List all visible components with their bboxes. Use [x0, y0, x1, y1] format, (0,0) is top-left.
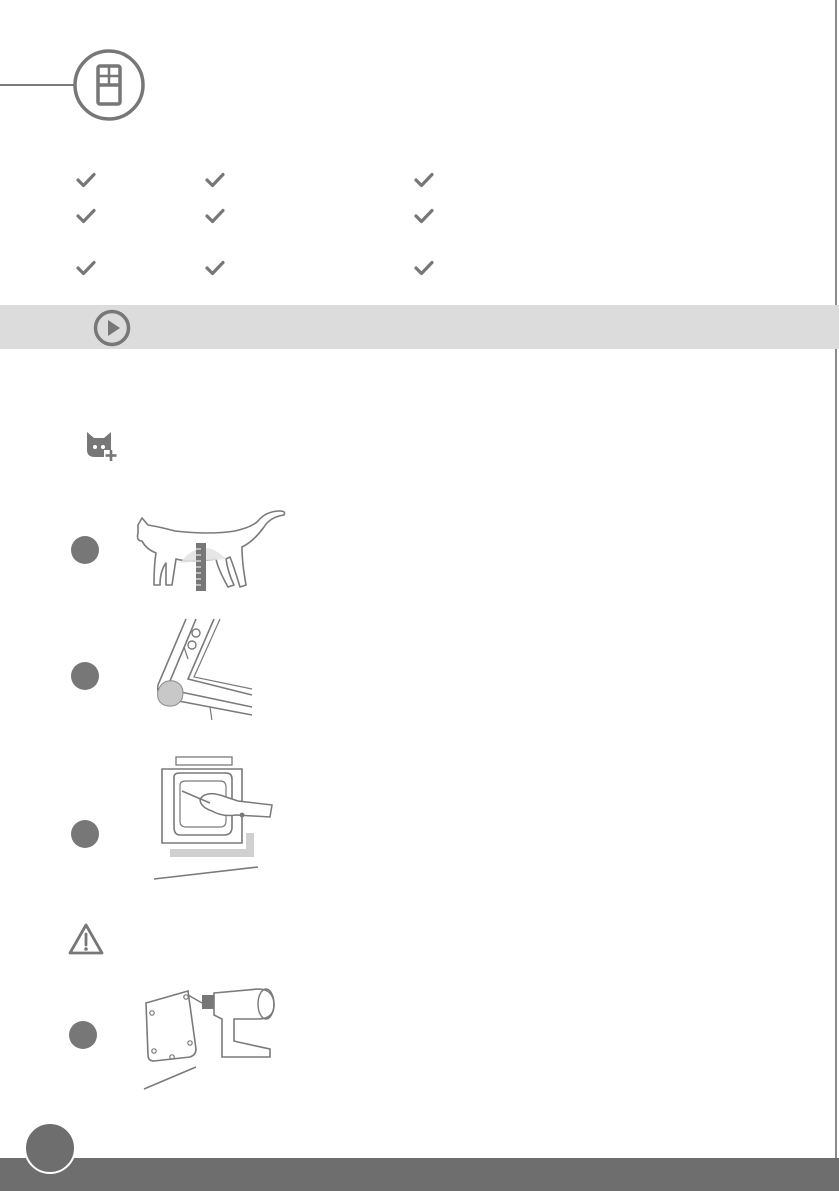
- play-icon[interactable]: [93, 309, 131, 347]
- check-icon: [76, 260, 96, 276]
- frame-corner-illustration: [148, 615, 258, 720]
- warning-icon: [68, 922, 104, 956]
- check-icon: [205, 260, 225, 276]
- page-right-rule: [835, 0, 837, 1191]
- trace-outline-illustration: [150, 755, 275, 880]
- check-icon: [205, 208, 225, 224]
- check-icon: [414, 208, 434, 224]
- check-icon: [76, 208, 96, 224]
- cat-measure-illustration: [130, 505, 290, 595]
- footer-bar: [0, 1158, 839, 1191]
- step-1-dot: [71, 536, 99, 564]
- step-2-dot: [71, 662, 99, 690]
- door-icon: [72, 48, 146, 122]
- check-icon: [414, 172, 434, 188]
- header-rule: [0, 84, 74, 86]
- check-icon: [205, 172, 225, 188]
- page-number-badge: [24, 1122, 76, 1174]
- step-3-dot: [71, 820, 99, 848]
- step-4-dot: [69, 1021, 97, 1049]
- cat-add-icon: [84, 430, 120, 462]
- check-icon: [76, 172, 96, 188]
- check-icon: [414, 260, 434, 276]
- drill-illustration: [138, 985, 280, 1093]
